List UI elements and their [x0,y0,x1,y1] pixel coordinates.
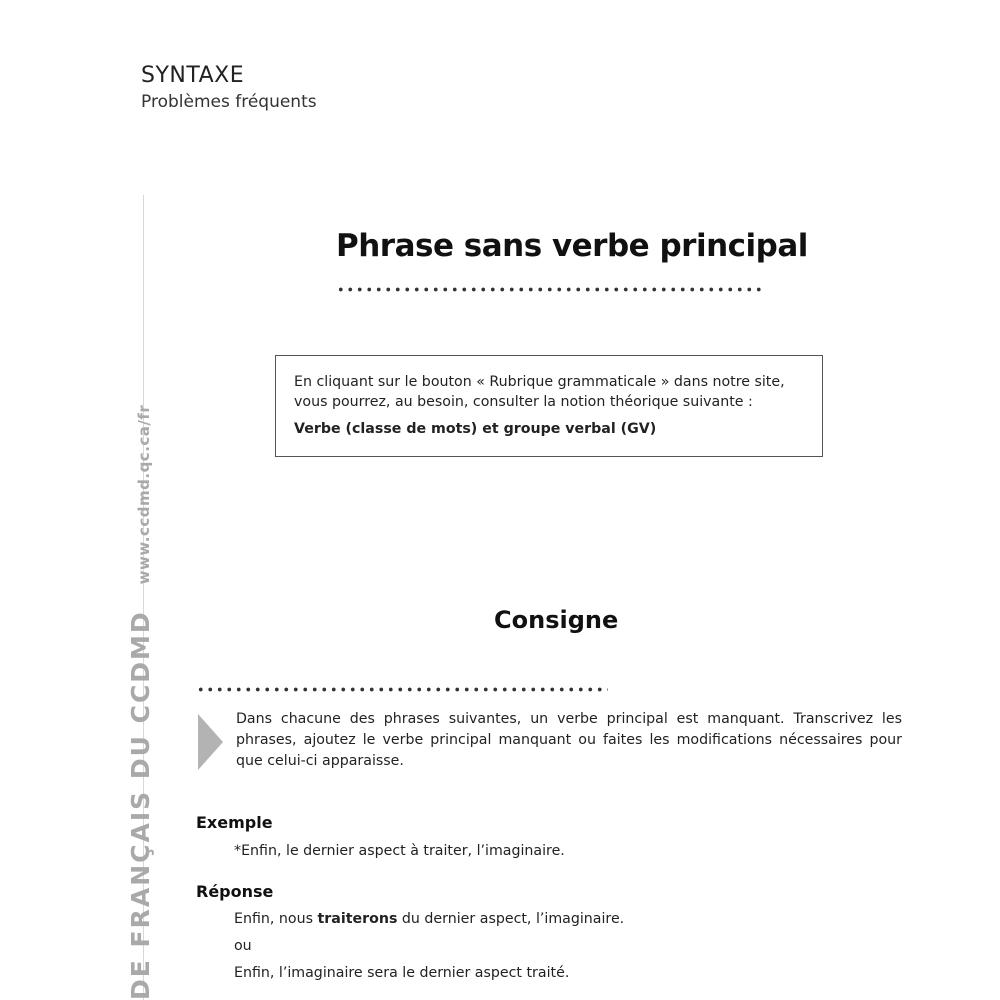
sidebar-vertical-label [126,405,155,1000]
reponse-label: Réponse [196,882,274,901]
consigne-heading: Consigne [494,606,619,634]
exemple-sentence: *Enfin, le dernier aspect à traiter, l’imaginaire. [234,843,565,859]
info-line-2: vous pourrez, au besoin, consulter la notion théorique suivante : [294,394,753,410]
consigne-instruction: Dans chacune des phrases suivantes, un verbe principal est manquant. Transcrivez les phrases, ajoutez le verbe principal manquant ou faites les modifications nécessaires pour que celui-ci apparaisse. [236,711,902,769]
sidebar-guide-text: DE FRANÇAIS DU CCDMD [126,610,155,1000]
reponse-verb: traiterons [317,911,398,927]
reponse-line-1-start: Enfin, nous [234,911,318,927]
reponse-line-1 [234,911,624,927]
section-title: SYNTAXE [141,63,245,88]
info-line-1: En cliquant sur le bouton « Rubrique grammaticale » dans notre site, [294,374,785,390]
exemple-label: Exemple [196,813,273,832]
consigne-dotted-rule [196,687,608,692]
info-box [275,355,823,457]
page-title: Phrase sans verbe principal [336,228,808,264]
arrow-right-icon [198,714,223,770]
reponse-line-1-end: du dernier aspect, l’imaginaire. [397,911,625,927]
title-dotted-rule [336,287,764,292]
sidebar-url: www.ccdmd.qc.ca/fr [135,404,153,585]
subsection-title: Problèmes fréquents [141,92,317,112]
reponse-ou: ou [234,938,252,954]
running-header [141,62,317,114]
info-notion: Verbe (classe de mots) et groupe verbal (GV) [294,421,657,437]
reponse-line-2: Enfin, l’imaginaire sera le dernier aspect traité. [234,965,570,981]
